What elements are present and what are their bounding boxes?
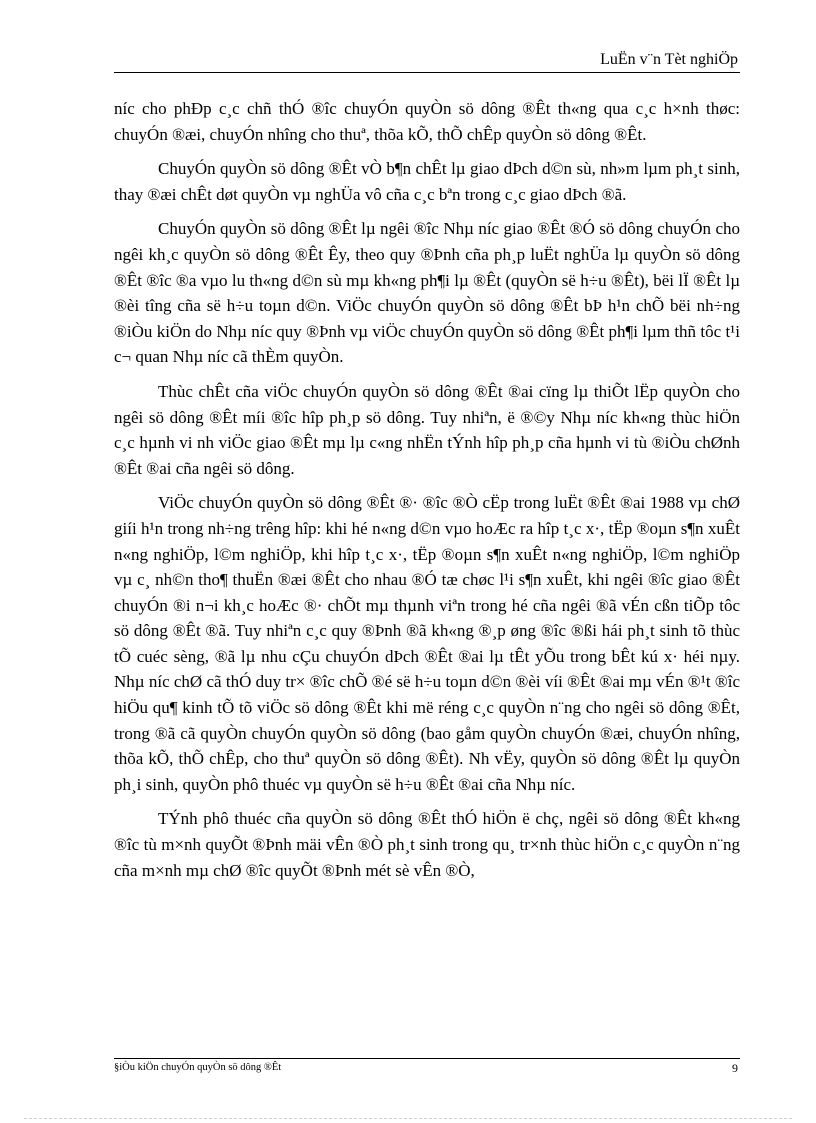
footer-divider: [114, 1058, 740, 1059]
page-number: 9: [732, 1061, 738, 1075]
paragraph: Thùc chÊt cña viÖc chuyÓn quyÒn sö dông ®Êt ®ai cïng lµ thiÕt lËp quyÒn cho ngêi sö dông ®Êt míi ®îc hîp ph¸p sö dông. Tuy nhiªn, ë ®©y Nhµ níc kh«ng thùc hiÖn c¸c hµnh vi nh viÖc giao ®Êt mµ lµ c«ng nhËn tÝnh hîp ph¸p cña hµnh vi tù ®iÒu chØnh ®Êt ®ai cña ngêi sö dông.: [114, 381, 740, 478]
paragraph: ChuyÓn quyÒn sö dông ®Êt vÒ b¶n chÊt lµ giao dÞch d©n sù, nh»m lµm ph¸t sinh, thay ®æi chÊt døt quyÒn vµ nghÜa vô cña c¸c bªn trong c¸c giao dÞch ®ã.: [114, 159, 740, 204]
paragraph: ChuyÓn quyÒn sö dông ®Êt lµ ngêi ®îc Nhµ níc giao ®Êt ®Ó sö dông chuyÓn cho ngêi kh¸c quyÒn sö dông ®Êt Êy, theo quy ®Þnh cña ph¸p luËt nghÜa lµ quyÒn sö dông ®Êt ®îc ®a vµo lu th«ng d©n sù mµ kh«ng ph¶i lµ ®Êt (quyÒn së h÷u ®Êt), bëi lÏ ®Êt lµ ®èi tîng cña së h÷u toµn d©n. ViÖc chuyÓn quyÒn sö dông ®Êt bÞ h¹n chÕ bëi nh÷ng ®iÒu kiÖn do Nhµ níc quy ®Þnh vµ viÖc chuyÓn quyÒn sö dông ®Êt ph¶i lµm thñ tôc t¹i c¬ quan Nhµ níc cã thÈm quyÒn.: [114, 219, 740, 367]
header-divider: [114, 72, 740, 73]
paragraph: TÝnh phô thuéc cña quyÒn sö dông ®Êt thÓ hiÖn ë chç, ngêi sö dông ®Êt kh«ng ®îc tù m×nh quyÕt ®Þnh mäi vÊn ®Ò ph¸t sinh trong qu¸ tr×nh thùc hiÖn c¸c quyÒn n¨ng cña m×nh mµ chØ ®îc quyÕt ®Þnh mét sè vÊn ®Ò,: [114, 809, 740, 880]
page-edge: [24, 1118, 792, 1119]
header-title: LuËn v¨n Tèt nghiÖp: [600, 51, 738, 68]
footer-text: §iÒu kiÖn chuyÓn quyÒn sö dông ®Êt: [114, 1062, 282, 1073]
body-text: [114, 96, 740, 892]
paragraph: níc cho phÐp c¸c chñ thÓ ®îc chuyÓn quyÒn sö dông ®Êt th«ng qua c¸c h×nh thøc: chuyÓn ®æi, chuyÓn nhîng cho thuª, thõa kÕ, thÕ chÊp quyÒn sö dông ®Êt.: [114, 99, 740, 144]
paragraph: ViÖc chuyÓn quyÒn sö dông ®Êt ®· ®îc ®Ò cËp trong luËt ®Êt ®ai 1988 vµ chØ giíi h¹n trong nh÷ng trêng hîp: khi hé n«ng d©n vµo hoÆc ra hîp t¸c x·, tËp ®oµn s¶n xuÊt n«ng nghiÖp, l©m nghiÖp, khi hîp t¸c x·, tËp ®oµn s¶n xuÊt n«ng nghiÖp, l©m nghiÖp vµ c¸ nh©n tho¶ thuËn ®æi ®Êt cho nhau ®Ó tæ chøc l¹i s¶n xuÊt, khi ngêi ®îc giao ®Êt chuyÓn ®i n¬i kh¸c hoÆc ®· chÕt mµ thµnh viªn trong hé cña ngêi ®ã vÉn cßn tiÕp tôc sö dông ®Êt ®ã. Tuy nhiªn c¸c quy ®Þnh ®ã kh«ng ®¸p øng ®îc ®ßi hái ph¸t sinh tõ thùc tÕ cuéc sèng, ®ã lµ nhu cÇu chuyÓn dÞch ®Êt ®ai lµ tÊt yÕu trong bÊt kú x· héi nµy. Nhµ níc chØ cã thÓ duy tr× ®îc chÕ ®é së h÷u toµn d©n ®èi víi ®Êt ®ai mµ vÉn ®¹t ®îc hiÖu qu¶ kinh tÕ tõ viÖc sö dông ®Êt khi më réng c¸c quyÒn n¨ng cho ngêi sö dông ®Êt, trong ®ã cã quyÒn chuyÓn quyÒn sö dông (bao gåm quyÒn chuyÓn ®æi, chuyÓn nhîng, thõa kÕ, thÕ chÊp, cho thuª quyÒn sö dông ®Êt). Nh vËy, quyÒn sö dông ®Êt lµ quyÒn ph¸i sinh, quyÒn phô thuéc vµ quyÒn së h÷u ®Êt ®ai cña Nhµ níc.: [114, 493, 740, 794]
